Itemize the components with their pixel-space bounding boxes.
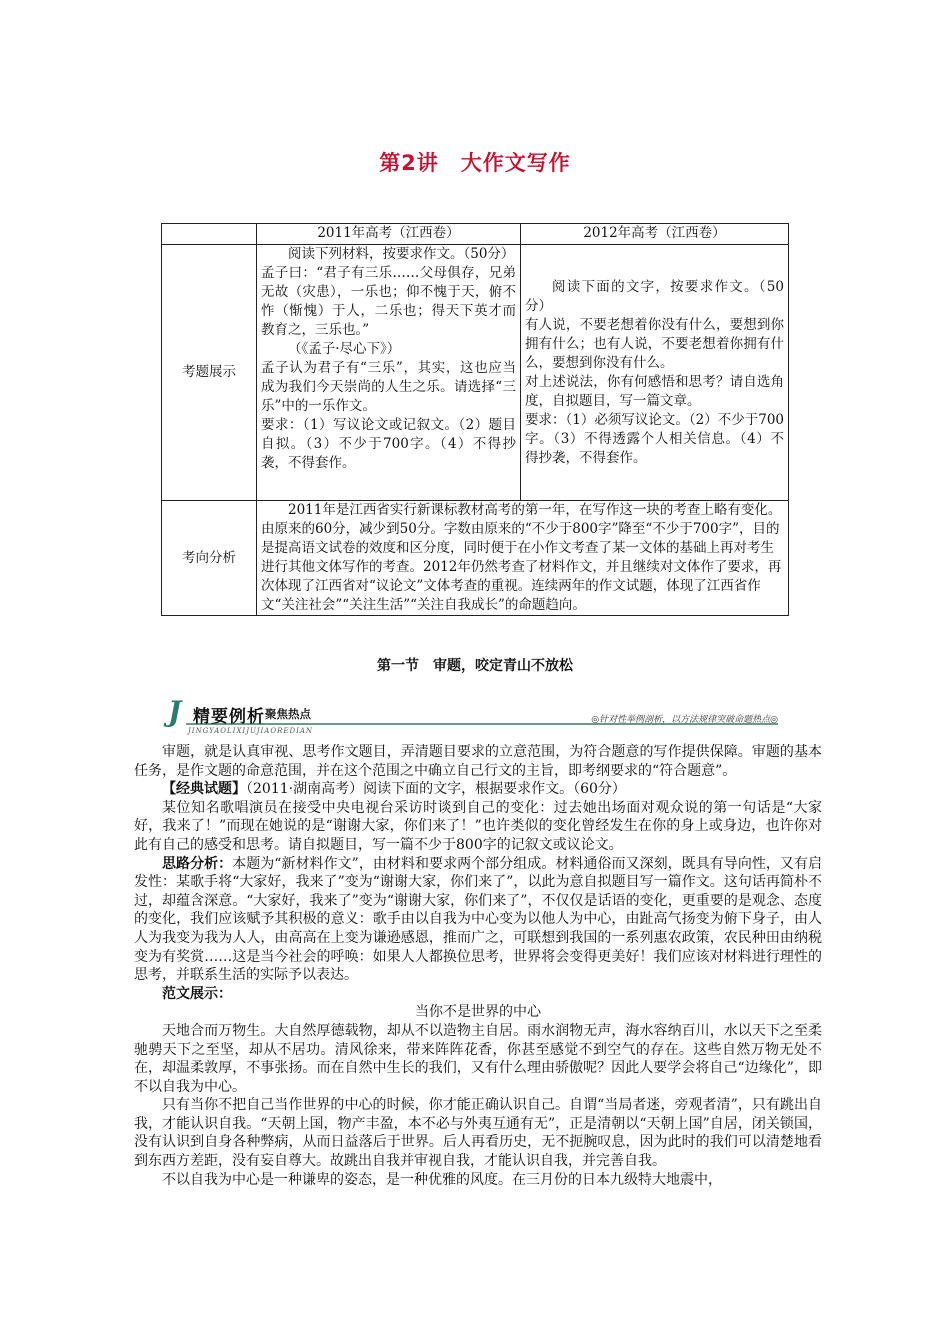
- banner-pinyin: JINGYAOLIXIJUJIAOREDIAN: [188, 727, 314, 735]
- q2012-line: 对上述说法，你有何感悟和思考？请自选角度，自拟题目，写一篇文章。: [525, 373, 784, 409]
- example-label: 【经典试题】: [162, 781, 246, 798]
- essay-paragraph: 不以自我为中心是一种谦卑的姿态，是一种优雅的风度。在三月份的日本九级特大地震中，: [162, 1171, 722, 1188]
- table-corner-cell: [162, 224, 257, 245]
- banner-tagline: ◎针对性举例剖析，以方法规律突破命题热点◎: [591, 715, 778, 725]
- header-2011: 2011年高考（江西卷）: [257, 224, 521, 245]
- essay-title: 当你不是世界的中心: [415, 1004, 541, 1021]
- example-source: （2011·湖南高考）阅读下面的文字，根据要求作文。（60分）: [246, 781, 626, 798]
- analysis-label: 思路分析：: [162, 855, 233, 872]
- analysis-text: 2011年是江西省实行新课标教材高考的第一年，在写作这一块的考查上略有变化。由原来的60分，减少到50分。字数由原来的“不少于800字”降至“不少于700字”，目的是提高语文试卷的效度和区分度，同时便于在小作文考查了某一文体的基础上再对考生进行其他文体写作的考查。2012年仍然考查了材料作文，并且继续对文体作了要求，再次体现了江西省对“议论文”文体考查的重视。连续两年的作文试题，体现了江西省作文“关注社会”“关注生活”“关注自我成长”的命题趋向。: [261, 502, 782, 613]
- intro-paragraph: 审题，就是认真审视、思考作文题目，弄清题目要求的立意范围，为符合题意的写作提供保障。审题的基本任务，是作文题的命意范围，并在这个范围之中确立自己行文的主旨，即考纲要求的“符合题意”。: [134, 744, 822, 779]
- section-banner: [168, 697, 778, 739]
- page-title: 第2讲 大作文写作: [379, 151, 571, 175]
- header-2012: 2012年高考（江西卷）: [521, 224, 789, 245]
- essay-paragraph: 天地合而万物生。大自然厚德载物，却从不以造物主自居。雨水润物无声，海水容纳百川，水以天下之至柔驰骋天下之至坚，却从不居功。清风徐来，带来阵阵花香，你甚至感觉不到空气的存在。这些自然万物无处不在，却温柔敦厚，不事张扬。而在自然中生长的我们，又有什么理由骄傲呢？因此人要学会将自己“边缘化”，即不以自我为中心。: [134, 1022, 822, 1095]
- banner-sub-label: 聚焦热点: [265, 707, 311, 721]
- table-row-analysis: [162, 501, 789, 616]
- section-title: 第一节 审题，咬定青山不放松: [377, 658, 573, 674]
- table-row-questions: [162, 245, 789, 501]
- analysis-cell: [257, 501, 789, 616]
- q2011-line: 孟子认为君子有“三乐”，其实，这也应当成为我们今天崇尚的人生之乐。请选择“三乐”中的一乐作文。: [261, 360, 516, 414]
- essay-paragraph: 只有当你不把自己当作世界的中心的时候，你才能正确认识自己。自谓“当局者迷，旁观者清”，只有跳出自我，才能认识自我。“天朝上国，物产丰盈，本不必与外夷互通有无”，正是清朝以“天朝上国”自居，闭关锁国，没有认识到自身各种弊病，从而日益落后于世界。后人再看历史，无不扼腕叹息，因为此时的我们可以清楚地看到东西方差距，没有妄自尊大。故跳出自我并审视自我，才能认识自我，并完善自我。: [134, 1097, 822, 1170]
- q2012-line: 阅读下面的文字，按要求作文。（50分）: [525, 278, 784, 314]
- banner-logo: J: [168, 695, 182, 728]
- q2011-line: 孟子曰：“君子有三乐……父母俱存，兄弟无故（灾患），一乐也；仰不愧于天，俯不怍（惭愧）于人，二乐也；得天下英才而教育之，三乐也。”: [261, 265, 516, 338]
- row-label-analysis: 考向分析: [162, 501, 257, 616]
- question-2012: [521, 245, 789, 501]
- question-2011: [257, 245, 521, 501]
- banner-main-label: 精要例析: [193, 707, 265, 727]
- exam-table: [161, 223, 789, 616]
- q2011-line: 阅读下列材料，按要求作文。（50分）: [288, 246, 515, 262]
- example-material: 某位知名歌唱演员在接受中央电视台采访时谈到自己的变化：过去她出场面对观众说的第一句话是“大家好，我来了！”而现在她说的是“谢谢大家，你们来了！”也许类似的变化曾经发生在你的身上或身边，也许你对此有自己的感受和思考。请自拟题目，写一篇不少于800字的记叙文或议论文。: [134, 799, 822, 853]
- analysis-paragraph: [134, 855, 822, 985]
- q2011-line: 要求：（1）写议论文或记叙文。（2）题目自拟。（3）不少于700字。（4）不得抄袭，不得套作。: [261, 417, 516, 471]
- q2012-line: 有人说，不要老想着你没有什么，要想到你拥有什么；也有人说，不要老想着你拥有什么，要想到你没有什么。: [525, 316, 784, 371]
- table-header-row: [162, 224, 789, 245]
- row-label-questions: 考题展示: [162, 245, 257, 501]
- sample-label: 范文展示：: [162, 985, 232, 1002]
- example-paragraph: [134, 780, 822, 799]
- analysis-body: 本题为“新材料作文”，由材料和要求两个部分组成。材料通俗而又深刻，既具有导向性，又有启发性：某歌手将“大家好，我来了”变为“谢谢大家，你们来了”，以此为意自拟题目写一篇作文。这句话再简朴不过，却蕴含深意。“大家好，我来了”变为“谢谢大家，你们来了”，不仅仅是话语的变化，更重要的是观念、态度的变化，我们应该赋予其积极的意义：歌手由以自我为中心变为以他人为中心，由趾高气扬变为俯下身子，由人人为我变为我为人人，由高高在上变为谦逊感恩，推而广之，可联想到我国的一系列惠农政策，农民种田由纳税变为有奖赏……这是当今社会的呼唤：如果人人都换位思考，世界将会变得更美好！我们应该对材料进行理性的思考，并联系生活的实际予以表达。: [134, 855, 823, 984]
- main-body: [134, 743, 822, 1189]
- q2012-line: 要求：（1）必须写议论文。（2）不少于700字。（3）不得透露个人相关信息。（4）不得抄袭，不得套作。: [525, 411, 784, 466]
- q2011-line: （《孟子·尽心下》）: [288, 341, 401, 357]
